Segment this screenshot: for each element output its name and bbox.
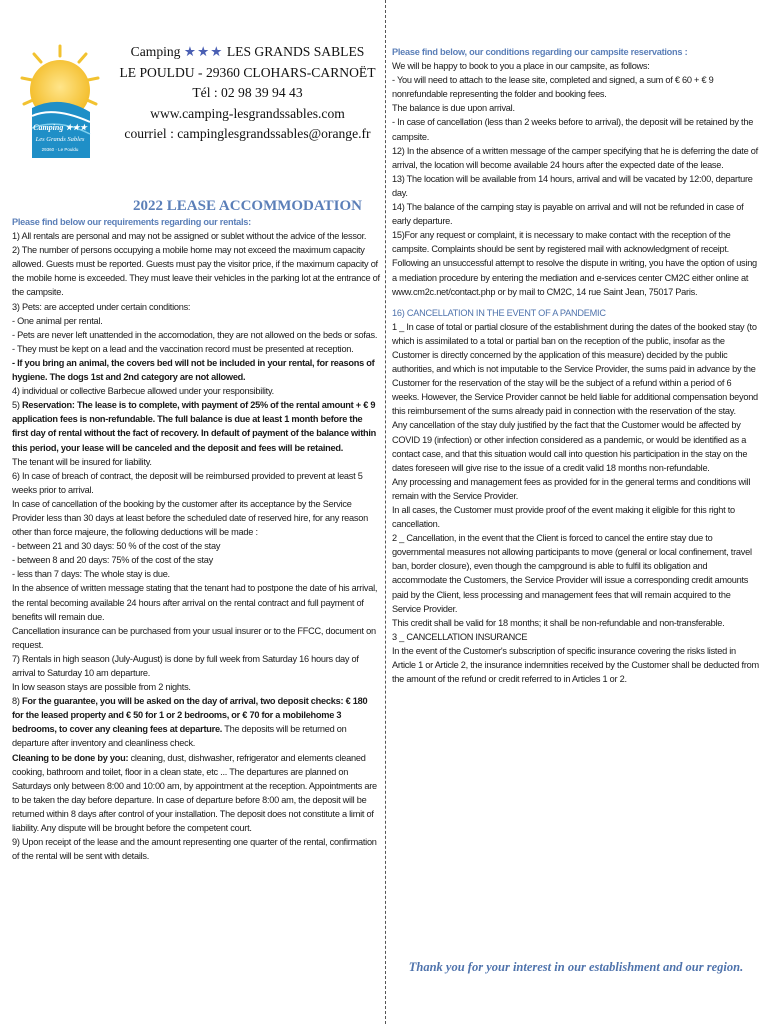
clause: 5) Reservation: The lease is to complete, with payment of 25% of the rental amount + € 9 application fees is non-refundable. The full balance is due at least 1 month before the first day of rental without the fact of recovery. In default of payment of the balance within this period, your lease will be canceled and the deposit and fees will be retained. bbox=[12, 400, 377, 453]
clause: 2) The number of persons occupying a mobile home may not exceed the maximum capacity allowed. Guests must be reported. Guests must pay the visitor price, if the maximum capacity of the mobile home is exceeded. They must leave their vehicles in the parking lot at the entrance of the campsite. bbox=[12, 245, 380, 298]
thank-you-note: Thank you for your interest in our establishment and our region. bbox=[408, 960, 744, 974]
clause: - Pets are never left unattended in the accomodation, they are not allowed on the beds or sofas. bbox=[12, 329, 378, 340]
clause: 9) Upon receipt of the lease and the amount representing one quarter of the rental, confirmation of the rental will be sent with details. bbox=[12, 837, 377, 862]
clause: 4) individual or collective Barbecue allowed under your responsibility. bbox=[12, 386, 274, 397]
clause: The balance is due upon arrival. bbox=[392, 103, 515, 114]
clause: - One animal per rental. bbox=[12, 315, 103, 326]
section-heading: 16) CANCELLATION IN THE EVENT OF A PANDEMIC bbox=[392, 307, 606, 318]
letterhead bbox=[10, 40, 380, 214]
clause: In the absence of written message stating that the tenant had to postpone the date of his arrival, the rental becoming available 24 hours after arrival on the rental contract and full payment of benefits will remain due. bbox=[12, 583, 378, 622]
clause: This credit shall be valid for 18 months; it shall be non-refundable and non-transferable. bbox=[392, 617, 725, 628]
section-intro: Please find below, our conditions regarding our campsite reservations : bbox=[392, 47, 688, 57]
clause: 15)For any request or complaint, it is necessary to make contact with the reception of the campsite. Complaints should be sent by registered mail with acknowledgment of receipt. Following an unsuccessful attempt to resolve the dispute in writing, you have the option of using a mediation procedure by entering the mediation and e-services center CM2C either online at www.cm2c.net/contact.php or by mail to CM2C, 14 rue Saint Jean, 75017 Paris. bbox=[392, 230, 757, 297]
clause: Any processing and management fees as provided for in the general terms and conditions will remain with the Service Provider. bbox=[392, 476, 751, 501]
clause: 12) In the absence of a written message of the camper specifying that he is deferring the date of arrival, the location will become available 24 hours after the expected date of the lease. bbox=[392, 145, 758, 170]
clause: - If you bring an animal, the covers bed will not be included in your rental, for reasons of hygiene. The dogs 1st and 2nd category are not allowed. bbox=[12, 357, 375, 383]
page-title: 2022 LEASE ACCOMMODATION bbox=[133, 198, 362, 214]
clause: The tenant will be insured for liability. bbox=[12, 456, 152, 467]
clause: We will be happy to book to you a place in our campsite, as follows: bbox=[392, 61, 650, 72]
clause: In low season stays are possible from 2 nights. bbox=[12, 682, 191, 693]
clause: - In case of cancellation (less than 2 weeks before to arrival), the deposit will be retained by the campsite. bbox=[392, 117, 754, 142]
clause: 3) Pets: are accepted under certain conditions: bbox=[12, 301, 191, 312]
clause: - You will need to attach to the lease site, completed and signed, a sum of € 60 + € 9 nonrefundable representing the folder and booking fees. bbox=[392, 75, 714, 100]
logo-text-1: Camping ★★★ bbox=[33, 123, 87, 132]
clause: 14) The balance of the camping stay is payable on arrival and will not be refunded in case of early departure. bbox=[392, 202, 744, 227]
stars-icon: ★★★ bbox=[183, 44, 224, 59]
campsite-name: Camping ★★★ LES GRANDS SABLES bbox=[130, 44, 365, 59]
phone: Tél : 02 98 39 94 43 bbox=[192, 85, 303, 100]
rental-requirements bbox=[12, 215, 380, 863]
column-divider bbox=[385, 0, 386, 1024]
clause: 1 _ In case of total or partial closure of the establishment during the dates of the booked stay (to which is assimilated to a total or partial ban on the reception of the public, insofar as the Customer is directly concerned by the application of this measure) decided by the public authorities, and which is not imputable to the Service Provider, the sums paid in advance by the Customer for the reservation of the stay will be the subject of a refund within a period of 6 weeks. However, the Service Provider cannot be held liable for additional compensation beyond this reimbursement of the sums already paid in connection with the reservation of the stay. bbox=[392, 321, 758, 417]
website-link[interactable]: www.camping-lesgrandssables.com bbox=[150, 105, 345, 121]
address: LE POULDU - 29360 CLOHARS-CARNOËT bbox=[119, 64, 376, 80]
clause: 2 _ Cancellation, in the event that the Client is forced to cancel the entire stay due to governmental measures not allowing participants to move (general or local confinement, travel ban, border closure), even though the campground is able to fulfil its obligation and accommodate the Customers, the Service Provider will issue a corresponding credit amounts paid by the Client, less processing and management fees that will remain acquired to the Service Provider. bbox=[392, 533, 752, 614]
clause: - between 21 and 30 days: 50 % of the cost of the stay bbox=[12, 541, 221, 552]
clause: - between 8 and 20 days: 75% of the cost of the stay bbox=[12, 555, 213, 566]
clause: 3 _ CANCELLATION INSURANCE bbox=[392, 631, 528, 642]
logo-text-2: Les Grands Sables bbox=[35, 136, 85, 143]
campsite-logo bbox=[14, 42, 106, 162]
clause: In case of cancellation of the booking by the customer after its acceptance by the Service Provider less than 30 days at least before the scheduled date of reserved hire, for any reason other than force majeure, the following deductions will be made : bbox=[12, 498, 368, 538]
clause: In all cases, the Customer must provide proof of the event making it eligible for this right to cancellation. bbox=[392, 505, 735, 530]
clause: 1) All rentals are personal and may not be assigned or sublet without the advice of the lessor. bbox=[12, 231, 367, 242]
clause: Cancellation insurance can be purchased from your usual insurer or to the FFCC, document on request. bbox=[12, 625, 376, 650]
clause: 13) The location will be available from 14 hours, arrival and will be vacated by 12:00, departure day. bbox=[392, 173, 753, 198]
clause: Any cancellation of the stay duly justified by the fact that the Customer would be affected by COVID 19 (infection) or other infection considered as a pandemic, or would be identified as a contact case, and that this situation would call into question his participation in the stay on the dates foreseen will give rise to the issue of a credit valid 18 months non-refundable. bbox=[392, 420, 748, 473]
clause: 7) Rentals in high season (July-August) is done by full week from Saturday 16 hours day of arrival to Saturday 10 am departure. bbox=[12, 653, 359, 678]
clause: Cleaning to be done by you: cleaning, dust, dishwasher, refrigerator and elements cleaned cooking, bathroom and toilet, floor in a clean state, etc ... The departures are planned on Saturdays only between 8:00 and 10:00 am, by appointment at the reception. Appointments are to be taken the day before departure. In case of departure before 8:00 am, the deposit will be returned within 8 days after control of your installation. The deposit does not constitute a limit of liability. Any dispute will be brought before the competent court. bbox=[12, 752, 377, 834]
clause: 6) In case of breach of contract, the deposit will be reimbursed provided to prevent at least 5 weeks prior to arrival. bbox=[12, 470, 363, 495]
logo-text-3: 29360 · Le Pouldu bbox=[41, 147, 79, 152]
email-link[interactable]: courriel : campinglesgrandssables@orange.fr bbox=[124, 126, 371, 141]
contact-block bbox=[110, 42, 385, 145]
clause: - They must be kept on a lead and the vaccination record must be presented at reception. bbox=[12, 343, 354, 354]
clause: In the event of the Customer's subscription of specific insurance covering the risks listed in Article 1 or Article 2, the insurance indemnities received by the Customer shall be deducted from the amount of the refund or credit referred to in Articles 1 or 2. bbox=[392, 645, 759, 685]
clause: - less than 7 days: The whole stay is due. bbox=[12, 569, 170, 580]
section-intro: Please find below our requirements regarding our rentals: bbox=[12, 217, 251, 227]
campsite-conditions bbox=[392, 45, 760, 686]
clause: 8) For the guarantee, you will be asked on the day of arrival, two deposit checks: € 180 for the leased property and € 50 for 1 or 2 bedrooms, or € 70 for a mobilehome 3 bedrooms, to cover any cleaning fees at departure. The deposits will be returned on departure after inventory and cleanliness check. bbox=[12, 696, 368, 749]
